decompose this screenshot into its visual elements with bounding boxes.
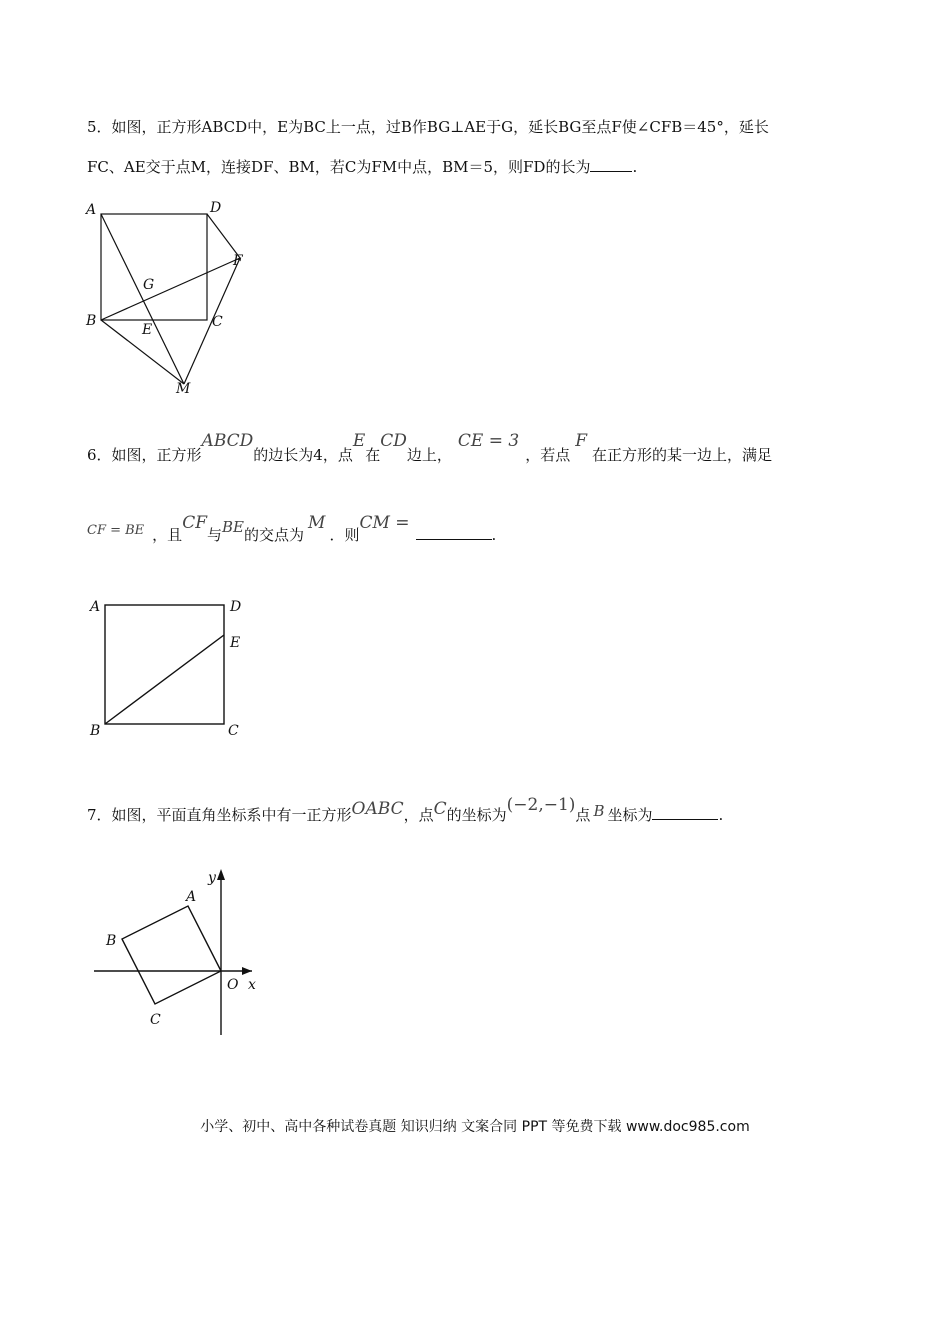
q7-math-coord: (−2,−1)	[506, 795, 576, 815]
q5-answer-blank	[590, 157, 632, 172]
q6-math-be: BE	[222, 518, 244, 536]
q7-text-4: 点	[575, 806, 591, 824]
q6-text-7: ，且	[152, 526, 183, 544]
q6-text-10: ．则	[329, 526, 360, 544]
q6-text-3: 在	[365, 446, 381, 464]
q5-label-e: E	[142, 322, 153, 338]
q5-figure	[80, 195, 260, 405]
q7-label-x: x	[248, 977, 256, 993]
q5-label-a: A	[86, 202, 97, 218]
q7-label-o: O	[227, 977, 239, 993]
q6-label-e: E	[230, 635, 241, 651]
q5-line2-end: .	[632, 158, 638, 176]
q6-text-4: 边上，	[406, 446, 452, 464]
q7-math-c: C	[433, 799, 447, 819]
q7-text-2: ，点	[403, 806, 434, 824]
q6-math-cd: CD	[380, 431, 407, 451]
q6-text-6: 在正方形的某一边上，满足	[592, 446, 773, 464]
q5-line2-text: FC、AE交于点M，连接DF、BM，若C为FM中点，BM＝5，则FD的长为	[87, 158, 591, 176]
q6-answer-blank	[416, 525, 492, 540]
q5-line2	[87, 157, 637, 177]
q6-text-2: 的边长为4，点	[253, 446, 353, 464]
q6-text-9: 的交点为	[244, 526, 305, 544]
q6-label-a: A	[90, 599, 101, 615]
q7-math-oabc: OABC	[351, 799, 404, 819]
q6-label-c: C	[228, 723, 239, 739]
q6-label-d: D	[230, 599, 242, 615]
q7-figure	[90, 865, 280, 1045]
page-footer: 小学、初中、高中各种试卷真题 知识归纳 文案合同 PPT 等免费下载 www.doc985.com	[200, 1119, 750, 1135]
q6-text-8: 与	[207, 526, 223, 544]
q5-label-b: B	[86, 313, 97, 329]
q6-math-abcd: ABCD	[201, 431, 254, 451]
q6-math-f: F	[575, 431, 588, 451]
q6-line2	[87, 513, 497, 547]
q7-label-c: C	[150, 1012, 161, 1028]
q5-label-d: D	[210, 200, 222, 216]
q7-math-b: B	[593, 802, 605, 820]
q6-math-cm: CM =	[359, 513, 410, 533]
q6-line1	[87, 431, 773, 465]
q7-label-y: y	[208, 870, 216, 886]
q5-label-f: F	[233, 253, 243, 269]
q6-text-1: 6．如图，正方形	[87, 446, 202, 464]
q5-label-g: G	[143, 277, 155, 293]
q6-math-e: E	[352, 431, 366, 451]
q5-label-m: M	[176, 381, 191, 397]
q6-text-11: .	[491, 526, 497, 544]
q6-figure	[85, 590, 265, 750]
q5-line1: 5．如图，正方形ABCD中，E为BC上一点，过B作BG⊥AE于G，延长BG至点F使∠CFB＝45°，延长	[87, 118, 769, 136]
q7-text-1: 7．如图，平面直角坐标系中有一正方形	[87, 806, 352, 824]
q7-label-a: A	[186, 889, 197, 905]
q7-label-b: B	[106, 933, 117, 949]
q6-math-cfbe: CF = BE	[87, 523, 145, 538]
q7-line1	[87, 795, 724, 825]
q7-text-3: 的坐标为	[446, 806, 507, 824]
q5-label-c: C	[212, 314, 223, 330]
q6-math-cf: CF	[182, 513, 207, 533]
q7-answer-blank	[652, 805, 718, 820]
q7-text-5: 坐标为	[607, 806, 653, 824]
q6-label-b: B	[90, 723, 101, 739]
q7-text-6: .	[718, 806, 724, 824]
q6-math-m: M	[308, 513, 326, 533]
q6-math-ce: CE = 3	[457, 431, 520, 451]
q6-text-5: ，若点	[525, 446, 571, 464]
